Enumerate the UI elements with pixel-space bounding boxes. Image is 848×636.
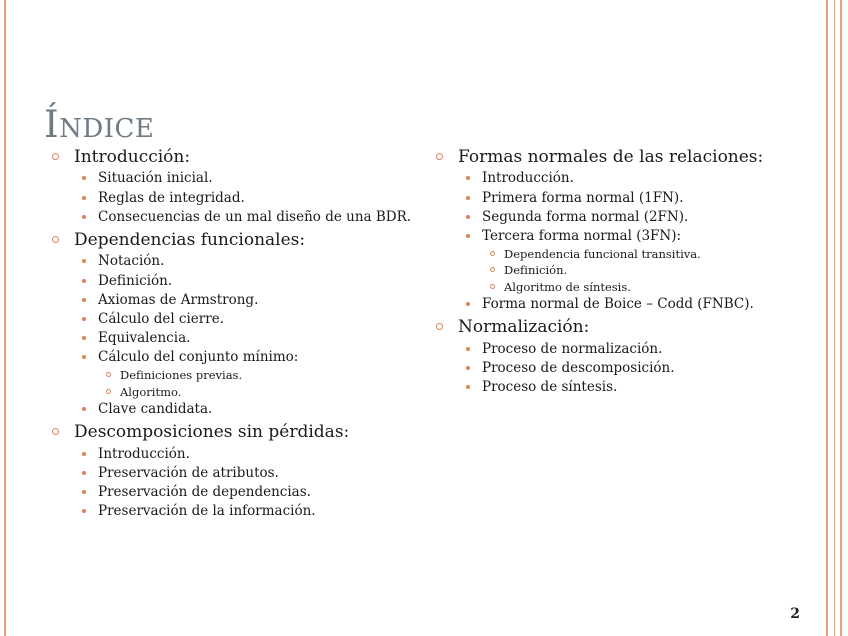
outline-list-level1 [428,146,808,397]
dot-bullet-icon [466,385,470,389]
outline-list-level1 [44,146,424,521]
dot-bullet-icon [466,234,470,238]
list-item [98,384,424,400]
dot-bullet-icon [466,302,470,306]
dot-bullet-icon [82,407,86,411]
list-item [458,340,808,359]
outline-entry-label: Cálculo del conjunto mínimo: [98,349,299,366]
outline-entry-label: Introducción. [98,445,190,462]
list-item [458,359,808,378]
ring-bullet-icon [436,323,443,330]
list-item [98,367,424,383]
page-number: 2 [790,606,800,622]
outline-entry-label: Reglas de integridad. [98,189,245,206]
list-item [482,279,808,295]
outline-entry-label: Normalización: [458,317,590,338]
outline-entry-label: Cálculo del cierre. [98,310,224,327]
outline-list-level3 [98,367,424,400]
ring-bullet-icon [106,372,111,377]
dot-bullet-icon [82,509,86,513]
list-item [74,189,424,208]
list-item [74,400,424,419]
ring-bullet-icon [490,251,495,256]
dot-bullet-icon [82,452,86,456]
list-item [458,227,808,295]
list-item [74,310,424,329]
list-item [74,329,424,348]
dot-bullet-icon [466,366,470,370]
outline-entry-label: Clave candidata. [98,400,213,417]
right-border-rule-2 [834,0,835,636]
list-item [74,252,424,271]
outline-entry-label: Formas normales de las relaciones: [458,147,764,167]
ring-bullet-icon [106,389,111,394]
outline-entry-label: Proceso de normalización. [482,340,663,357]
outline-list-level2 [74,445,424,522]
outline-entry-label: Notación. [98,253,165,270]
outline-entry-label: Introducción: [74,147,191,167]
right-border-rule-1 [826,0,828,636]
outline-entry-label: Tercera forma normal (3FN): [482,227,682,244]
dot-bullet-icon [466,347,470,351]
outline-entry-label: Forma normal de Boice – Codd (FNBC). [482,296,754,313]
list-item [74,291,424,310]
outline-column-right [428,146,808,529]
outline-entry-label: Algoritmo de síntesis. [504,279,631,294]
page-title: Índice [44,102,155,146]
outline-entry-label: Proceso de síntesis. [482,378,618,395]
ring-bullet-icon [52,153,59,160]
list-item [482,246,808,262]
outline-list-level2 [458,340,808,397]
outline-entry-label: Descomposiciones sin pérdidas: [74,422,350,443]
dot-bullet-icon [82,215,86,219]
left-border-rule [4,0,6,636]
list-item [458,295,808,314]
list-item [44,229,424,419]
outline-list-level2 [74,252,424,419]
list-item [458,378,808,397]
list-item [74,272,424,291]
list-item [458,169,808,188]
ring-bullet-icon [52,236,59,243]
outline-entry-label: Dependencias funcionales: [74,229,306,250]
outline-entry-label: Definición. [98,272,173,289]
outline-entry-label: Primera forma normal (1FN). [482,189,684,206]
list-item [74,445,424,464]
dot-bullet-icon [82,196,86,200]
outline-columns [44,146,808,529]
outline-entry-label: Preservación de atributos. [98,464,279,481]
list-item [44,146,424,227]
dot-bullet-icon [466,215,470,219]
dot-bullet-icon [82,355,86,359]
outline-entry-label: Definiciones previas. [120,368,243,383]
list-item [74,169,424,188]
ring-bullet-icon [52,428,59,435]
list-item [428,316,808,397]
dot-bullet-icon [82,490,86,494]
dot-bullet-icon [82,176,86,180]
outline-list-level2 [74,169,424,226]
right-border-rule-3 [840,0,842,636]
outline-entry-label: Definición. [504,263,568,278]
dot-bullet-icon [82,336,86,340]
outline-entry-label: Proceso de descomposición. [482,359,675,376]
list-item [458,208,808,227]
outline-entry-label: Axiomas de Armstrong. [98,291,259,308]
outline-entry-label: Preservación de dependencias. [98,483,311,500]
dot-bullet-icon [82,317,86,321]
dot-bullet-icon [82,471,86,475]
outline-entry-label: Introducción. [482,170,574,187]
list-item [482,262,808,278]
dot-bullet-icon [466,176,470,180]
list-item [428,146,808,314]
outline-entry-label: Segunda forma normal (2FN). [482,208,689,225]
outline-entry-label: Consecuencias de un mal diseño de una BDR. [98,208,412,225]
outline-entry-label: Situación inicial. [98,170,213,187]
ring-bullet-icon [490,267,495,272]
right-border-rules [818,0,848,636]
outline-entry-label: Preservación de la información. [98,503,316,519]
dot-bullet-icon [466,196,470,200]
list-item [458,189,808,208]
outline-list-level2 [458,169,808,314]
outline-list-level3 [482,246,808,295]
list-item [44,421,424,521]
list-item [74,502,424,521]
outline-column-left [44,146,424,529]
dot-bullet-icon [82,279,86,283]
list-item [74,464,424,483]
ring-bullet-icon [436,153,443,160]
outline-entry-label: Equivalencia. [98,329,191,346]
ring-bullet-icon [490,284,495,289]
list-item [74,348,424,400]
outline-entry-label: Dependencia funcional transitiva. [504,247,701,262]
dot-bullet-icon [82,259,86,263]
dot-bullet-icon [82,298,86,302]
list-item [74,208,424,227]
list-item [74,483,424,502]
outline-entry-label: Algoritmo. [120,384,182,399]
